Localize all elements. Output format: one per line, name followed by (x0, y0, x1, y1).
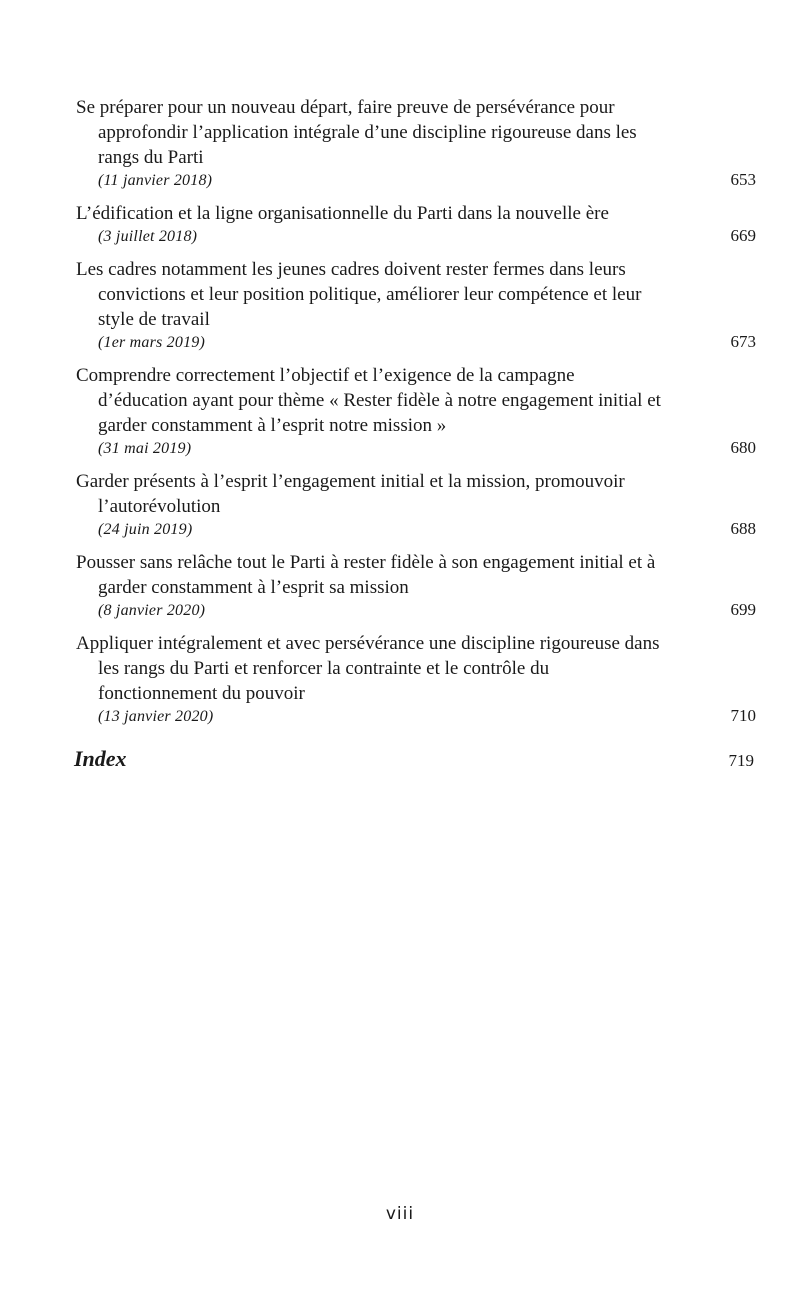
toc-entry-page: 680 (730, 438, 756, 457)
toc-entry-date: (1er mars 2019) (98, 334, 205, 351)
toc-entry-meta (76, 332, 756, 357)
toc-entry-date: (3 juillet 2018) (98, 228, 198, 245)
toc-entry-meta (76, 438, 756, 463)
toc-entry-page: 688 (730, 519, 756, 538)
toc-entry-date: (31 mai 2019) (98, 440, 192, 457)
toc-entry[interactable] (76, 631, 756, 731)
toc-entry-date: (13 janvier 2020) (98, 708, 214, 725)
toc-entry-title: Appliquer intégralement et avec persévérance une discipline rigoureuse dans les rangs du Parti et renforcer la contrainte et le contrôle du fonctionnement du pouvoir (76, 633, 660, 704)
toc-entry[interactable] (76, 95, 756, 195)
toc-entry-page: 653 (730, 170, 756, 189)
toc-entry-meta (76, 706, 756, 731)
toc-entry[interactable] (76, 201, 756, 251)
index-page-number: 719 (728, 751, 754, 770)
table-of-contents (76, 95, 756, 737)
toc-entry-title: Garder présents à l’esprit l’engagement initial et la mission, promouvoir l’autorévolution (76, 471, 625, 517)
toc-entry-title: Comprendre correctement l’objectif et l’exigence de la campagne d’éducation ayant pour thème « Rester fidèle à notre engagement initial et garder constamment à l’esprit notre mission » (76, 365, 661, 436)
toc-entry-date: (24 juin 2019) (98, 521, 193, 538)
toc-entry-page: 669 (730, 226, 756, 245)
toc-entry-title: L’édification et la ligne organisationnelle du Parti dans la nouvelle ère (76, 203, 609, 224)
toc-entry-meta (76, 519, 756, 544)
index-heading: Index (74, 746, 127, 771)
toc-entry-title: Les cadres notamment les jeunes cadres doivent rester fermes dans leurs convictions et leur position politique, améliorer leur compétence et leur style de travail (76, 259, 642, 330)
toc-entry-page: 673 (730, 332, 756, 351)
toc-entry[interactable] (76, 469, 756, 544)
toc-entry[interactable] (76, 257, 756, 357)
toc-entry-date: (11 janvier 2018) (98, 172, 213, 189)
toc-entry-title: Se préparer pour un nouveau départ, faire preuve de persévérance pour approfondir l’application intégrale d’une discipline rigoureuse dans les rangs du Parti (76, 97, 637, 168)
toc-entry-meta (76, 226, 756, 251)
toc-entry-page: 699 (730, 600, 756, 619)
toc-entry-meta (76, 170, 756, 195)
toc-entry[interactable] (76, 550, 756, 625)
page-folio: viii (385, 1204, 415, 1224)
toc-entry[interactable] (76, 363, 756, 463)
toc-entry-meta (76, 600, 756, 625)
toc-entry-date: (8 janvier 2020) (98, 602, 206, 619)
toc-index-entry[interactable] (74, 746, 754, 772)
toc-entry-page: 710 (730, 706, 756, 725)
toc-entry-title: Pousser sans relâche tout le Parti à rester fidèle à son engagement initial et à garder constamment à l’esprit sa mission (76, 552, 656, 598)
